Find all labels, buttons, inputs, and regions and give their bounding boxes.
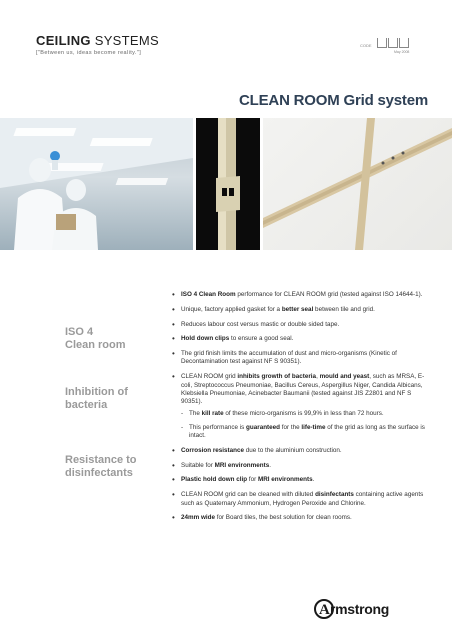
item-text: for the xyxy=(280,423,302,431)
bold-text: life-time xyxy=(301,423,326,431)
item-text: The xyxy=(189,410,202,418)
item-text: for Board tiles, the best solution for clean rooms. xyxy=(214,514,352,522)
brand-tagline: ["Between us, ideas become reality."] xyxy=(36,50,142,56)
list-item xyxy=(172,514,432,522)
bold-text: 24mm wide xyxy=(181,514,215,522)
item-text: CLEAN ROOM grid can be cleaned with diluted xyxy=(181,491,316,499)
logo-ring xyxy=(314,599,334,619)
code-cell xyxy=(388,38,398,48)
bold-text: kill rate xyxy=(201,410,224,418)
item-text: This performance is xyxy=(189,423,247,431)
list-item xyxy=(172,447,432,455)
list-item xyxy=(172,350,432,367)
side-heading-line: bacteria xyxy=(65,399,108,411)
bold-text: MRI environments xyxy=(257,476,313,484)
bold-text: Corrosion resistance xyxy=(181,446,244,454)
brand-bold: CEILING xyxy=(36,33,91,48)
item-text: due to the aluminium construction. xyxy=(244,446,342,454)
side-heading-resistance xyxy=(65,454,137,480)
brand-logo xyxy=(36,34,159,48)
list-item xyxy=(172,291,432,299)
sub-list xyxy=(181,410,432,440)
item-text: to ensure a good seal. xyxy=(229,335,294,343)
bold-text: inhibits growth of bacteria xyxy=(237,373,317,381)
bold-text: Plastic hold down clip xyxy=(181,476,248,484)
document-code-box xyxy=(360,36,420,58)
list-item xyxy=(172,321,432,329)
list-item xyxy=(172,476,432,484)
list-item xyxy=(172,491,432,508)
code-cell xyxy=(399,38,409,48)
item-text: The grid finish limits the accumulation of dust and micro-organisms (Kinetic of Decontamination test against NF S 90351). xyxy=(181,350,397,366)
list-item xyxy=(172,373,432,440)
photo-strip xyxy=(0,118,452,250)
logo-word: rmstrong xyxy=(330,601,390,617)
page-title: CLEAN ROOM Grid system xyxy=(239,92,428,109)
side-heading-line: disinfectants xyxy=(65,467,133,479)
item-text: CLEAN ROOM grid xyxy=(181,373,238,381)
side-heading-iso xyxy=(65,326,126,352)
list-item xyxy=(172,335,432,343)
grid-ceiling-photo xyxy=(263,118,452,250)
code-cells xyxy=(377,38,410,48)
logo-letter: A xyxy=(319,602,330,618)
armstrong-logo xyxy=(314,599,389,619)
bold-text: better seal xyxy=(281,305,314,313)
brand-header xyxy=(36,34,159,56)
item-text: performance for CLEAN ROOM grid (tested against ISO 14644-1). xyxy=(235,291,423,298)
brand-light: SYSTEMS xyxy=(90,33,159,48)
item-text: , such as MRSA, E-coli, Streptococcus Pneumoniae, Bacillus Cereus, Aspergillus Niger, Candida Albicans, Klebsiella Pneumoniae, Acinebacter Baumanii (tested against JIS Z2801 and NF S 90351). xyxy=(181,373,425,406)
bold-text: Hold down clips xyxy=(181,335,230,343)
feature-list xyxy=(172,291,432,529)
item-text: . xyxy=(269,461,271,469)
side-heading-line: Resistance to xyxy=(65,454,137,466)
item-text: between tile and grid. xyxy=(313,305,375,313)
bold-text: ISO 4 Clean Room xyxy=(181,291,236,298)
side-heading-line: ISO 4 xyxy=(65,326,94,338)
item-text: Unique, factory applied gasket for a xyxy=(181,305,282,313)
code-label: CODE xyxy=(360,43,372,48)
list-item xyxy=(172,306,432,314)
bold-text: guaranteed xyxy=(246,423,280,431)
item-text: for xyxy=(247,476,258,484)
item-text: . xyxy=(312,476,315,484)
item-text: of the grid as long as the surface is intact. xyxy=(189,423,425,440)
bold-text: MRI environments xyxy=(214,461,270,469)
list-item xyxy=(172,462,432,470)
sub-list-item xyxy=(181,410,432,418)
item-text: , xyxy=(316,373,320,381)
item-text: Reduces labour cost versus mastic or double sided tape. xyxy=(181,320,340,328)
item-text: Suitable for xyxy=(181,461,215,469)
clean-room-lab-photo xyxy=(0,118,193,250)
bold-text: mould and yeast xyxy=(319,373,370,381)
bold-text: disinfectants xyxy=(315,491,354,499)
item-text: containing active agents such as Quaternary Ammonium, Hydrogen Peroxide and Chlorine. xyxy=(181,491,424,507)
side-heading-line: Clean room xyxy=(65,339,126,351)
item-text: of these micro-organisms is 99,9% in less than 72 hours. xyxy=(223,410,384,418)
side-heading-inhibition xyxy=(65,386,128,412)
document-date: May 2008 xyxy=(394,50,410,54)
side-heading-line: Inhibition of xyxy=(65,386,128,398)
code-cell xyxy=(377,38,387,48)
sub-list-item xyxy=(181,424,432,441)
grid-profile-photo xyxy=(196,118,260,250)
